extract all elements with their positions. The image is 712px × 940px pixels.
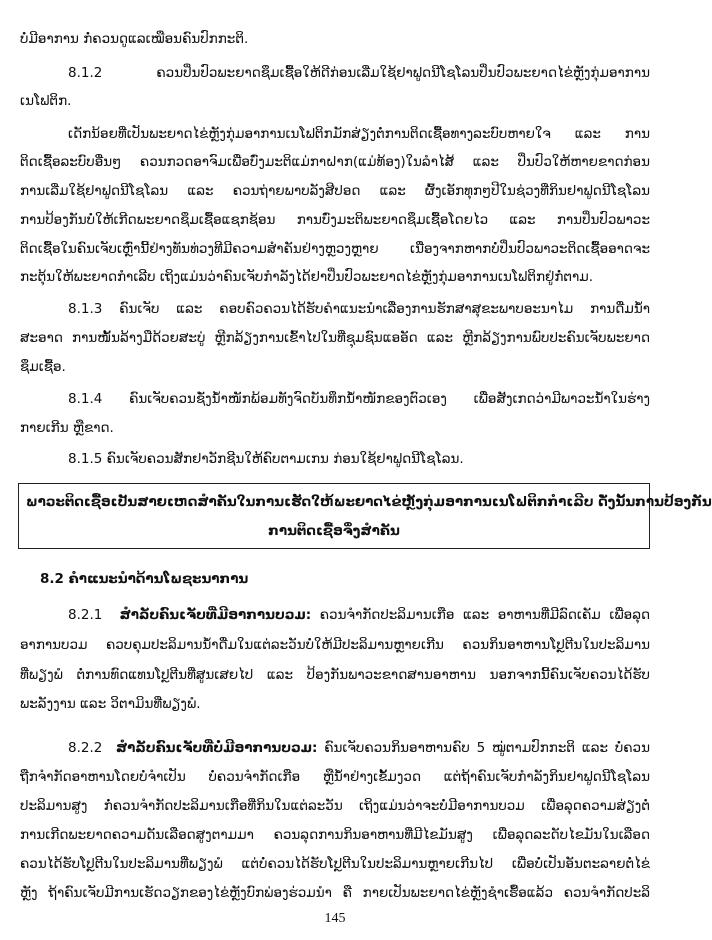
paragraph-line: ຊຶມເຊື້ອ. bbox=[20, 359, 66, 375]
paragraph-line: ຕິດເຊື້ອລະບົບອື່ນໆ ຄວນກວດອາຈົມເພື່ອບົ່ງມະຕິແມ່ກາຝາກ(ແມ່ທ້ອງ)ໃນລຳໄສ້ ແລະ ປິ່ນປົວໃຫ້ຫາຍຂາດກ່ອນ bbox=[20, 154, 650, 170]
paragraph-line: ພະລັງງານ ແລະ ວິຕາມິນທີ່ພຽງພໍ. bbox=[20, 696, 201, 712]
paragraph-line: ສະອາດ ການໜັ້ນລ້າງມືດ້ວຍສະບູ່ ຫຼີກລ້ຽງການເຂົ້າໄປໃນທີ່ຊຸມຊົນແອອັດ ແລະ ຫຼີກລ້ຽງການພົບປະຄົນເຈັບພະຍາດ bbox=[20, 330, 650, 346]
paragraph-line: ກາຍເກີນ ຫຼືຂາດ. bbox=[20, 420, 114, 436]
item-8-1-4: 8.1.4 ຄົນເຈັບຄວນຊັ່ງນ້ຳໜັກພ້ອມທັງຈົດບັນທຶກນ້ຳໜັກຂອງຕົວເອງ ເພື່ອສັງເກດວ່າມີພາວະນ້ຳໃນຮ່າງ bbox=[68, 391, 650, 407]
item-title: ສຳລັບຄົນເຈັບທີ່ບໍ່ມີອາການບວມ: bbox=[115, 740, 318, 756]
paragraph-line: ການເກີດພະຍາດຄວາມດັນເລືອດສູງຕາມມາ ຄວນລຸດການກິນອາຫານທີ່ມີໄຂມັນສູງ ເພື່ອລຸດລະດັບໄຂມັນໃນເລືອດ bbox=[20, 827, 650, 843]
item-8-1-2: 8.1.2 ຄວນປິ່ນປົວພະຍາດຊຶມເຊື້ອໃຫ້ດີກ່ອນເລີ່ມໃຊ້ຢາຟູດນີໂຊໂລນປິ່ນປົວພະຍາດໄຂ່ຫຼັງກຸ່ມອາການ bbox=[68, 65, 650, 81]
paragraph-line: ຄວນໄດ້ຮັບໂປຼຕີນໃນປະລິມານທີ່ພຽງພໍ ແຕ່ບໍ່ຄວນໄດ້ຮັບໂປຼຕີນໃນປະລິມານຫຼາຍເກີນໄປ ເພື່ອບໍ່ເປັນອັນຕະລາຍຕໍ່ໄຂ່ bbox=[20, 856, 650, 872]
item-8-2-1 bbox=[68, 604, 650, 626]
paragraph-line: ການປ້ອງກັນບໍ່ໃຫ້ເກີດພະຍາດຊຶມເຊື້ອແຊກຊ້ອນ ການບົ່ງມະຕິພະຍາດຊຶມເຊື້ອໂດຍໄວ ແລະ ການປິ່ນປົວພາວະ bbox=[20, 212, 650, 228]
paragraph-line: ເນໂຟຕິກ. bbox=[20, 93, 72, 109]
paragraph-line: ທີ່ພຽງພໍ ຕໍ່ການທົດແທນໂປຼຕີນທີ່ສູນເສຍໄປ ແລະ ປ້ອງກັນພາວະຂາດສານອາຫານ ນອກຈາກນີ້ຄົນເຈັບຄວນໄດ້ຮັບ bbox=[20, 667, 650, 683]
paragraph-line: ອາການບວມ ຄວບຄຸມປະລິມານນ້ຳດື່ມໃນແຕ່ລະວັນບໍ່ໃຫ້ມີປະລິມານຫຼາຍເກີນ ຄວນກິນອາຫານໂປຼຕີນໃນປະລິມານ bbox=[20, 637, 650, 653]
paragraph-line: ຕິດເຊື້ອໃນຄົນເຈັບເຫຼົ່ານີ້ຢ່າງທັນທ່ວງທີມີຄວາມສຳຄັນຢ່າງຫຼວງຫຼາຍ ເນື່ອງຈາກຫາກບໍ່ປິ່ນປົວພາວະຕິດເຊື້ອອາດຈະ bbox=[20, 241, 650, 257]
paragraph-line: ເດັກນ້ອຍທີ່ເປັນພະຍາດໄຂ່ຫຼັງກຸ່ມອາການເນໂຟຕິກມັກສ່ຽງຕໍ່ການຕິດເຊື້ອທາງລະບົບຫາຍໃຈ ແລະ ການ bbox=[68, 126, 650, 142]
item-number: 8.2.2 bbox=[68, 740, 103, 756]
item-text: ຄົນເຈັບຄວນກິນອາຫານຄົບ 5 ໝູ່ຕາມປົກກະຕິ ແລະ ບໍ່ຄວນ bbox=[324, 740, 650, 756]
paragraph-line: ປະລິມານສູງ ກໍ່ຄວນຈຳກັດປະລິມານເກືອທີ່ກິນໃນແຕ່ລະວັນ ເຖິງແມ່ນວ່າຈະບໍ່ມີອາການບວມ ເພື່ອລຸດຄວາມສ່ຽງຕໍ່ bbox=[20, 798, 650, 814]
item-8-1-5: 8.1.5 ຄົນເຈັບຄວນສັກຢາວັກຊີນໃຫ້ຄົບຕາມເກນ ກ່ອນໃຊ້ຢາຟູດນີໂຊໂລນ. bbox=[68, 451, 464, 467]
item-8-1-3: 8.1.3 ຄົນເຈັບ ແລະ ຄອບຄົວຄວນໄດ້ຮັບຄຳແນະນຳເລື່ອງການຮັກສາສຸຂະພາບອະນາໄມ ການດື່ມນ້ຳ bbox=[68, 301, 650, 317]
note-line-2: ການຕິດເຊື້ອຈຶ່ງສຳຄັນ bbox=[268, 523, 400, 539]
paragraph-line: ການເລີ່ມໃຊ້ຢາຟູດນີໂຊໂລນ ແລະ ຄວນຖ່າຍພາບລັງສີປອດ ແລະ ຜົ້ງເອັກທຸກໆປີໃນຊ່ວງທີ່ກິນຢາຟູດນີໂຊໂລນ bbox=[20, 183, 650, 199]
item-8-2-2 bbox=[68, 737, 650, 759]
paragraph-line: ຫຼັງ ຖ້າຄົນເຈັບມີການເຮັດວຽກຂອງໄຂ່ຫຼັງບົກພ່ອງຮ່ວມນຳ ຄື ກາຍເປັນພະຍາດໄຂ່ຫຼັງຊຳເຮື້ອແລ້ວ ຄວນຈຳກັດປະລິ bbox=[20, 885, 650, 901]
paragraph-line: ບໍ່ມີອາການ ກໍ່ຄວນດູແລເໝືອນຄົນປົກກະຕິ. bbox=[20, 31, 249, 47]
page-number: 145 bbox=[324, 911, 346, 926]
item-title: ສຳລັບຄົນເຈັບທີ່ມີອາການບວມ: bbox=[119, 607, 312, 623]
item-text: ຄວນຈຳກັດປະລິມານເກືອ ແລະ ອາຫານທີ່ມີລົດເຄັມ ເພື່ອລຸດ bbox=[319, 607, 650, 623]
section-heading-8-2: 8.2 ຄຳແນະນຳດ້ານໂພຊະນາການ bbox=[40, 571, 249, 587]
item-number: 8.2.1 bbox=[68, 607, 103, 623]
note-line-1: ພາວະຕິດເຊື້ອເປັນສາຍເຫດສຳຄັນໃນການເຮັດໃຫ້ພະຍາດໄຂ່ຫຼັງກຸ່ມອາການເນໂຟຕິກກຳເລີບ ດັ່ງນັ້ນການປ້ອງກັນ bbox=[26, 494, 712, 510]
paragraph-line: ກະຕຸ້ນໃຫ້ພະຍາດກຳເລີບ ເຖິງແມ່ນວ່າຄົນເຈັບກຳລັງໄດ້ຢາປິ່ນປົວພະຍາດໄຂ່ຫຼັງກຸ່ມອາການເນໂຟຕິກຢູ່ກໍ່ຕາມ. bbox=[20, 269, 594, 285]
paragraph-line: ຖືກຈຳກັດອາຫານໂດຍບໍ່ຈຳເປັນ ບໍ່ຄວນຈຳກັດເກືອ ຫຼືນ້ຳຢ່າງເຂັ້ມງວດ ແຕ່ຖ້າຄົນເຈັບກຳລັງກິນຢາຟູດນີໂຊໂລນ bbox=[20, 769, 650, 785]
